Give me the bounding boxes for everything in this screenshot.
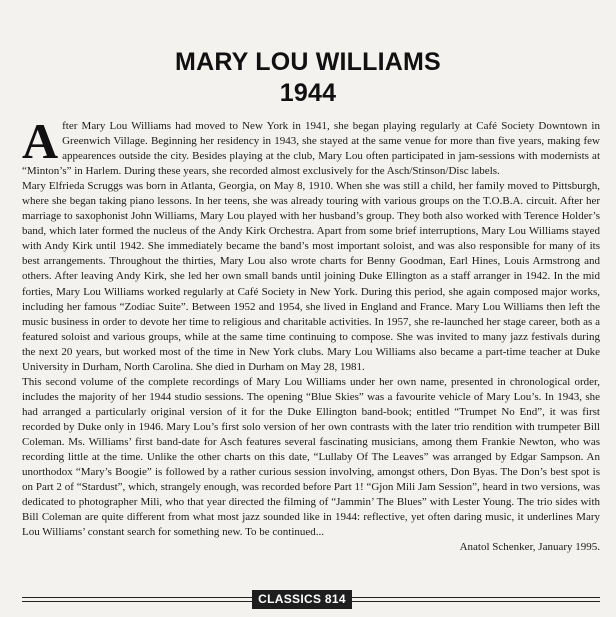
liner-notes-body	[22, 113, 600, 555]
page-title: MARY LOU WILLIAMS	[175, 48, 441, 76]
drop-cap: A	[22, 113, 59, 169]
catalog-badge: CLASSICS 814	[252, 590, 352, 609]
biography-paragraph: Mary Elfrieda Scruggs was born in Atlanta, Georgia, on May 8, 1910. When she was still a child, her family moved to Pittsburgh, where she began taking piano lessons. In her teens, she was already touring with various groups on the T.O.B.A. circuit. After her marriage to saxophonist John Williams, Mary Lou played with her husband’s group. They both also worked with Terence Holder’s band, which later formed the nucleus of the Andy Kirk Orchestra. Apart from some brief interruptions, Mary Lou Williams stayed with Andy Kirk until 1942. She immediately became the band’s most important soloist, and was also responsible for many of its best arrangements. Throughout the thirties, Mary Lou also wrote charts for Benny Goodman, Earl Hines, Louis Armstrong and others. After leaving Andy Kirk, she led her own small bands until joining Duke Ellington as a staff arranger in 1942. In the mid forties, Mary Lou Williams worked regularly at Café Society in New York. During this period, she again composed major works, including her famous “Zodiac Suite”. Between 1952 and 1954, she lived in England and France. Mary Lou Williams then left the music business in order to devote her time to religious and charitable activities. In 1957, she re-launched her stage career, both as a featured soloist and various groups, while at the same time continuing to compose. She was invited to many jazz festivals during the next 20 years, but worked most of the time in New York clubs. Mary Lou Williams also became a part-time teacher at Duke University in Durham, North Carolina. She died in Durham on May 28, 1981.	[22, 180, 600, 373]
author-signature: Anatol Schenker, January 1995.	[459, 541, 600, 554]
recordings-paragraph: This second volume of the complete recordings of Mary Lou Williams under her own name, presented in chronological order, includes the majority of her 1944 studio sessions. The opening “Blue Skies” was a favourite vehicle of Mary Lou’s. In 1943, she had arranged a particularly original version of it for the Duke Ellington band-book; entitled “Trumpet No End”, it was first recorded by Duke only in 1946. Mary Lou’s first solo version of her own contrasts with the later trio rendition with trumpeter Bill Coleman. Ms. Williams’ first band-date for Asch features several fascinating musicians, among them Frankie Newton, who was recording little at the time. Unlike the other charts on this date, “Lullaby Of The Leaves” was arranged by Edgar Sampson. An unorthodox “Mary’s Boogie” is followed by a rather curious session involving, amongst others, Don Byas. The Don’s best spot is on Part 2 of “Stardust”, which, strangely enough, was recorded before Part 1! “Gjon Mili Jam Session”, heard in two versions, was dedicated to photographer Mili, who that year directed the filming of “Jammin’ The Blues” with Lester Young. The trio sides with Bill Coleman are quite different from what most jazz sounded like in 1944: reflective, yet often daring music, it underlines Mary Lou Williams’ constant search for something new. To be continued...	[22, 375, 600, 539]
page-year: 1944	[279, 79, 337, 107]
intro-paragraph-text: fter Mary Lou Williams had moved to New York in 1941, she began playing regularly at Café Society Downtown in Greenwich Village. Beginning her residency in 1943, she stayed at the same venue for more than five years, making few appearences outside the city. Besides playing at the club, Mary Lou often participated in jam-sessions with modernists at “Minton’s” in Harlem. During these years, she recorded almost exclusively for the Asch/Stinson/Disc labels.	[22, 120, 600, 178]
intro-paragraph	[22, 113, 600, 179]
